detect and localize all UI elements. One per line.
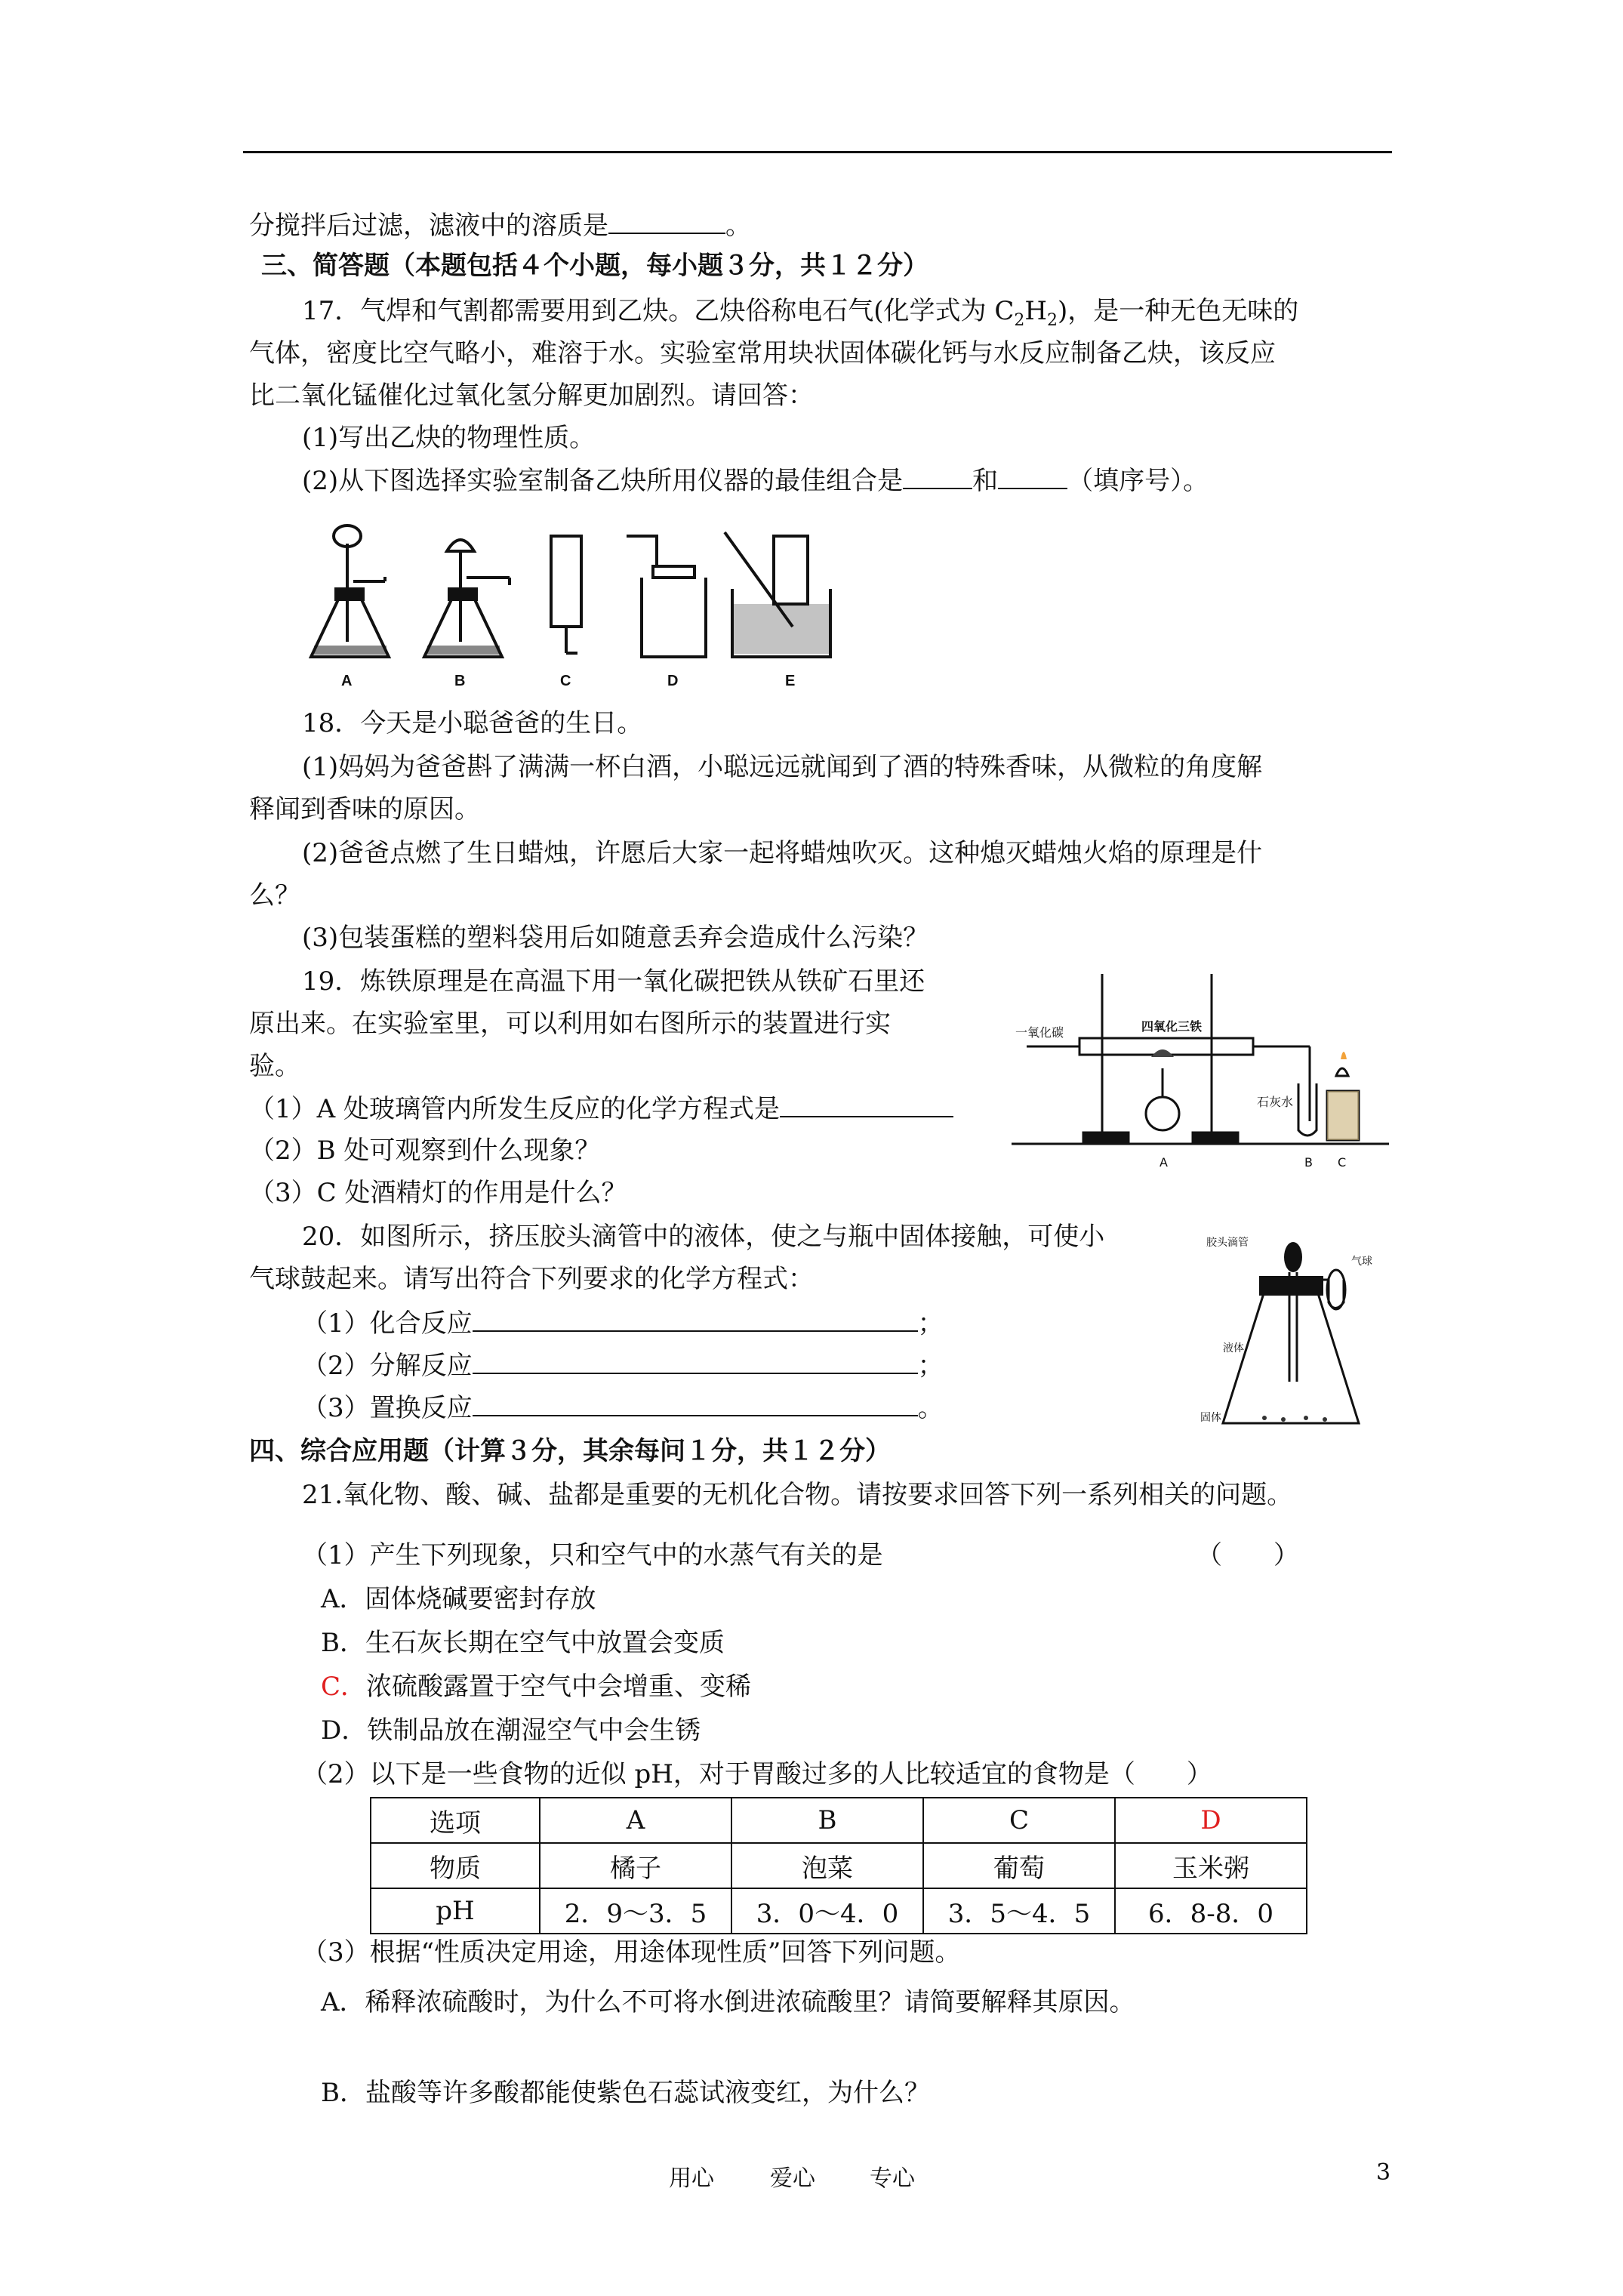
apparatus-label-c: C — [560, 673, 571, 689]
ph-table — [370, 1797, 1307, 1934]
footer-slogan-1: 用心 — [669, 2165, 714, 2192]
q17-line-2: 气体，密度比空气略小，难溶于水。实验室常用块状固体碳化钙与水反应制备乙炔，该反应 — [249, 338, 1276, 368]
section-3-heading: 三、简答题（本题包括４个小题，每小题３分，共１２分） — [261, 251, 929, 281]
iron-smelting-figure — [1012, 963, 1389, 1189]
q21-part-3-a: A．稀释浓硫酸时，为什么不可将水倒进浓硫酸里？请简要解释其原因。 — [321, 1987, 1135, 2017]
header-rule — [243, 151, 1392, 153]
q19-part-3: （3）C 处酒精灯的作用是什么？ — [249, 1178, 627, 1208]
answer-blank[interactable] — [608, 210, 725, 234]
table-row: pH 2．9～3．5 3．0～4．0 3．5～4．5 6．8-8．0 — [371, 1888, 1307, 1934]
q21-part-2: （2）以下是一些食物的近似 pH，对于胃酸过多的人比较适宜的食物是（ ） — [302, 1759, 1212, 1789]
q21-part-1-answer-paren[interactable]: （ ） — [1196, 1540, 1299, 1570]
table-row: 物质 橘子 泡菜 葡萄 玉米粥 — [371, 1843, 1307, 1888]
q18-part-3: (3)包装蛋糕的塑料袋用后如随意丢弃会造成什么污染？ — [302, 923, 929, 953]
q18-part-1-line-2: 释闻到香味的原因。 — [249, 794, 480, 824]
q21-part-1: （1）产生下列现象，只和空气中的水蒸气有关的是 — [302, 1540, 883, 1570]
q21-option-c: C．浓硫酸露置于空气中会增重、变稀 — [321, 1672, 752, 1702]
liquid-label: 液体 — [1223, 1342, 1244, 1354]
q18-part-1-line-1: (1)妈妈为爸爸斟了满满一杯白酒，小聪远远就闻到了酒的特殊香味，从微粒的角度解 — [302, 752, 1263, 782]
answer-blank[interactable] — [780, 1093, 953, 1117]
q19-line-3: 验。 — [249, 1051, 300, 1081]
q21-option-a: A．固体烧碱要密封存放 — [321, 1584, 596, 1614]
answer-blank[interactable] — [473, 1392, 918, 1416]
footer-slogan-2: 爱心 — [770, 2165, 815, 2192]
q21-option-b: B．生石灰长期在空气中放置会变质 — [321, 1628, 725, 1658]
q20-line-1: 20．如图所示，挤压胶头滴管中的液体，使之与瓶中固体接触，可使小 — [302, 1222, 1105, 1252]
q18-stem: 18．今天是小聪爸爸的生日。 — [302, 708, 643, 738]
q17-part-1: (1)写出乙炔的物理性质。 — [302, 423, 596, 453]
q20-part-1: （1）化合反应 ； — [302, 1308, 944, 1339]
table-row: 选项 A B C D — [371, 1798, 1307, 1843]
balloon-label: 气球 — [1351, 1256, 1372, 1268]
q20-line-2: 气球鼓起来。请写出符合下列要求的化学方程式： — [249, 1264, 814, 1294]
option-c-letter: C． — [321, 1672, 367, 1702]
q17-line-3: 比二氧化锰催化过氧化氢分解更加剧烈。请回答： — [249, 381, 814, 411]
apparatus-label-a: A — [341, 673, 353, 689]
solid-label: 固体 — [1200, 1412, 1221, 1424]
limewater-label: 石灰水 — [1257, 1095, 1294, 1109]
label-c: C — [1338, 1155, 1347, 1170]
q16-continuation: 分搅拌后过滤，滤液中的溶质是 。 — [249, 211, 751, 241]
q19-line-2: 原出来。在实验室里，可以利用如右图所示的装置进行实 — [249, 1009, 891, 1039]
q18-part-2-line-1: (2)爸爸点燃了生日蜡烛，许愿后大家一起将蜡烛吹灭。这种熄灭蜡烛火焰的原理是什 — [302, 838, 1263, 868]
answer-blank[interactable] — [998, 465, 1067, 489]
q18-part-2-line-2: 么？ — [249, 880, 300, 911]
q21-part-3: （3）根据“性质决定用途，用途体现性质”回答下列问题。 — [302, 1937, 961, 1968]
section-4-heading: 四、综合应用题（计算３分，其余每问１分，共１２分） — [249, 1436, 891, 1466]
fe3o4-label: 四氧化三铁 — [1141, 1019, 1203, 1034]
balloon-flask-figure — [1200, 1231, 1389, 1435]
apparatus-figure — [302, 513, 845, 695]
footer-slogan-3: 专心 — [870, 2165, 915, 2192]
q20-part-3: （3）置换反应 。 — [302, 1393, 944, 1423]
co-label: 一氧化碳 — [1015, 1025, 1064, 1040]
answer-blank[interactable] — [903, 465, 972, 489]
apparatus-label-d: D — [667, 673, 679, 689]
answer-blank[interactable] — [473, 1350, 918, 1374]
q17-line-1: 17．气焊和气割都需要用到乙炔。乙炔俗称电石气(化学式为 $C_2H_2$)，是一种无色无味的 — [302, 296, 1299, 330]
q21-part-3-b: B．盐酸等许多酸都能使紫色石蕊试液变红，为什么？ — [321, 2078, 930, 2108]
q17-part-2: (2)从下图选择实验室制备乙炔所用仪器的最佳组合是 和 （填序号）。 — [302, 466, 1209, 496]
answer-blank[interactable] — [473, 1308, 918, 1332]
highlighted-option-d: D — [1115, 1798, 1307, 1843]
q19-part-2: （2）B 处可观察到什么现象？ — [249, 1136, 601, 1166]
dropper-label: 胶头滴管 — [1206, 1237, 1249, 1249]
q20-part-2: （2）分解反应 ； — [302, 1351, 944, 1381]
q21-stem: 21.氧化物、酸、碱、盐都是重要的无机化合物。请按要求回答下列一系列相关的问题。 — [302, 1480, 1293, 1510]
label-a: A — [1160, 1155, 1168, 1170]
q19-part-1: （1）A 处玻璃管内所发生反应的化学方程式是 — [249, 1093, 953, 1124]
page-number: 3 — [1376, 2159, 1391, 2186]
apparatus-label-e: E — [785, 673, 796, 689]
apparatus-label-b: B — [454, 673, 466, 689]
q21-option-d: D．铁制品放在潮湿空气中会生锈 — [321, 1715, 701, 1746]
label-b: B — [1304, 1155, 1313, 1170]
q19-line-1: 19．炼铁原理是在高温下用一氧化碳把铁从铁矿石里还 — [302, 966, 925, 997]
